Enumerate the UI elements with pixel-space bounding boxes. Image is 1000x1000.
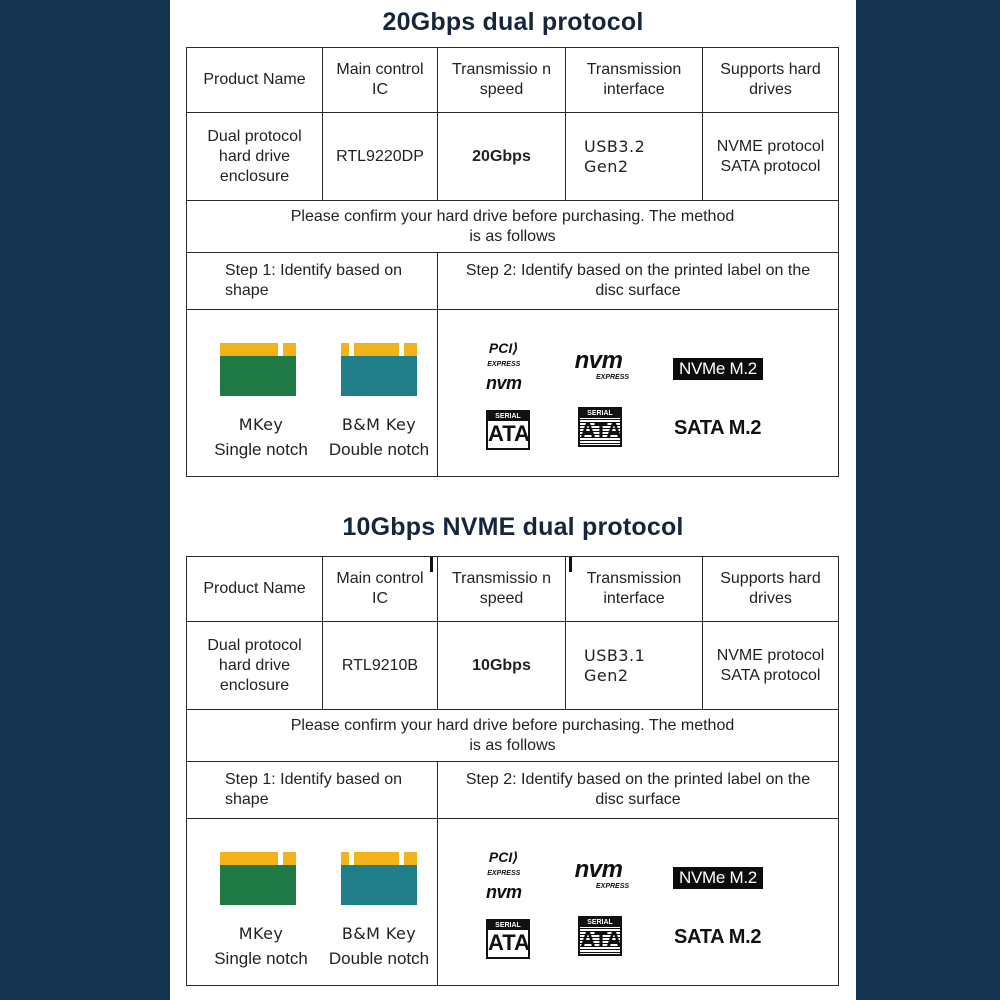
bmkey-desc: Double notch [328,949,430,968]
pcie-nvm-text: nvm [486,882,522,902]
bmkey-desc: Double notch [328,440,430,459]
nvme-m2-logo: NVMe M.2 [673,358,763,380]
interface-line-1: USB3.1 [584,645,646,665]
pcie-nvm-logo: PCI⟩ EXPRESS nvm [486,340,522,393]
section-title: 20Gbps dual protocol [382,8,644,36]
nvm-express-logo [568,856,630,897]
mkey-desc: Single notch [214,949,308,968]
mkey-label: MKey [238,924,284,943]
header-supports-hard-drives: Supports hard drives [703,48,839,113]
drives-line-2: SATA protocol [720,157,821,175]
sata-m2-logo: SATA M.2 [674,926,762,948]
interface-value [566,622,703,710]
speed-value: 20Gbps [438,113,566,201]
ic-value: RTL9210B [323,622,438,710]
step1-label: Step 1: Identify based on shape [187,253,438,310]
serial-ata-logo [486,410,530,450]
mkey-label: MKey [238,415,284,434]
nvm-logo-text: nvm [574,856,623,883]
header-product-name: Product Name [187,48,323,113]
pcie-nvm-text: nvm [486,373,522,393]
header-supports-hard-drives: Supports hard drives [703,557,839,622]
serial-hatched-text: SERIAL [580,409,620,418]
spec-table [186,47,839,477]
ata-logo-text: ATA [488,930,530,955]
interface-line-1: USB3.2 [584,136,646,156]
confirm-notice: Please confirm your hard drive before purchasing. The method is as follows [187,201,839,253]
mkey-card-image [220,852,296,905]
bmkey-label: B&M Key [341,415,417,434]
drives-value [703,113,839,201]
serial-ata-logo [486,919,530,959]
step2-label: Step 2: Identify based on the printed label on the disc surface [438,253,839,310]
pcie-express-text: EXPRESS [487,870,521,877]
pcie-logo-text: PCI [488,340,513,356]
product-name-value: Dual protocol hard drive enclosure [187,622,323,710]
interface-line-2: Gen2 [584,156,629,176]
ic-value: RTL9220DP [323,113,438,201]
product-name-value: Dual protocol hard drive enclosure [187,113,323,201]
header-transmission-speed: Transmissio n speed [438,48,566,113]
nvm-express-text: EXPRESS [596,374,630,381]
bmkey-card-image [341,343,417,396]
step1-label: Step 1: Identify based on shape [187,762,438,819]
sata-m2-logo: SATA M.2 [674,417,762,439]
serial-logo-text: SERIAL [488,921,528,930]
mkey-card-image [220,343,296,396]
ata-logo-text: ATA [488,421,530,446]
ata-hatched-text: ATA [580,927,622,952]
key-shape-cell [187,819,438,986]
bmkey-label: B&M Key [341,924,417,943]
serial-logo-text: SERIAL [488,412,528,421]
drives-value [703,622,839,710]
ata-hatched-text: ATA [580,418,622,443]
serial-ata-hatched-logo [578,916,622,956]
serial-ata-hatched-logo [578,407,622,447]
section-title: 10Gbps NVME dual protocol [342,513,684,541]
speed-value: 10Gbps [438,622,566,710]
spec-table [186,556,839,986]
bmkey-card-image [341,852,417,905]
header-transmission-interface: Transmission interface [566,557,703,622]
header-transmission-interface: Transmission interface [566,48,703,113]
interface-line-2: Gen2 [584,665,629,685]
mkey-desc: Single notch [214,440,308,459]
nvm-express-logo [568,347,630,388]
confirm-notice: Please confirm your hard drive before purchasing. The method is as follows [187,710,839,762]
nvm-logo-text: nvm [574,347,623,374]
header-main-control-ic: Main control IC [323,557,438,622]
step2-label: Step 2: Identify based on the printed label on the disc surface [438,762,839,819]
key-shape-cell [187,310,438,477]
header-product-name: Product Name [187,557,323,622]
serial-hatched-text: SERIAL [580,918,620,927]
nvme-m2-logo: NVMe M.2 [673,867,763,889]
interface-value [566,113,703,201]
header-transmission-speed: Transmissio n speed [438,557,566,622]
pcie-express-text: EXPRESS [487,361,521,368]
label-logos-cell [438,310,839,477]
drives-line-1: NVME protocol [716,646,825,664]
drives-line-2: SATA protocol [720,666,821,684]
drives-line-1: NVME protocol [716,137,825,155]
pcie-nvm-logo: PCI⟩ EXPRESS nvm [486,849,522,902]
pcie-logo-text: PCI [488,849,513,865]
header-main-control-ic: Main control IC [323,48,438,113]
label-logos-cell [438,819,839,986]
nvm-express-text: EXPRESS [596,883,630,890]
